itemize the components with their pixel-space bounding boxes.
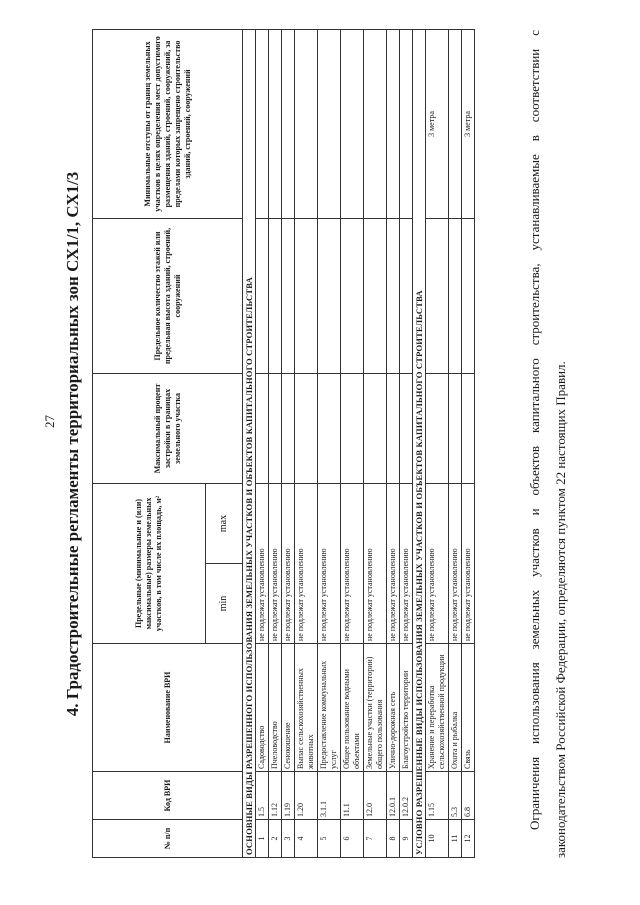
table-row: 11 5.3 Охота и рыбалка не подлежат установлению (449, 30, 462, 858)
header-floors: Предельное количество этажей или предельная высота зданий, строений, сооружений (93, 219, 243, 374)
table-row: 4 1.20 Выпас сельскохозяйственных животных не подлежат установлению (295, 30, 318, 858)
table-row: 9 12.0.2 Благоустройство территории не подлежат установлению (400, 30, 413, 858)
table-row: 2 1.12 Пчеловодство не подлежат установлению (269, 30, 282, 858)
rotated-page-content (62, 30, 614, 858)
page-title: 4. Градостроительные регламенты территориальных зон СХ1/1, СХ1/3 (63, 171, 82, 717)
header-area: Предельные (минимальные и (или) максимальные) размеры земельных участков, в том числе их площадь, м² (93, 484, 206, 644)
section-conditional-title: УСЛОВНО РАЗРЕШЕННЫЕ ВИДЫ ИСПОЛЬЗОВАНИЯ ЗЕМЕЛЬНЫХ УЧАСТКОВ И ОБЪЕКТОВ КАПИТАЛЬНОГО СТРОИТЕЛЬСТВА (413, 30, 426, 858)
header-max: max (206, 484, 243, 564)
table-row: 3 1.19 Сенокошение не подлежат установлению (282, 30, 295, 858)
header-min: min (206, 564, 243, 644)
table-row: 1 1.5 Садоводство не подлежат установлению (256, 30, 269, 858)
header-percent: Максимальный процент застройки в границах земельного участка (93, 374, 243, 484)
section-main-title: ОСНОВНЫЕ ВИДЫ РАЗРЕШЕННОГО ИСПОЛЬЗОВАНИЯ ЗЕМЕЛЬНЫХ УЧАСТКОВ И ОБЪЕКТОВ КАПИТАЛЬНОГО СТРОИТЕЛЬСТВА (243, 30, 256, 858)
table-row: 6 11.1 Общее пользование водными объектами не подлежат установлению (341, 30, 364, 858)
table-row: 12 6.8 Связь не подлежат установлению 3 метра (462, 30, 475, 858)
regulations-table (92, 29, 475, 858)
header-num: № п/п (93, 820, 243, 858)
table-row: 7 12.0 Земельные участки (территории) общего пользования не подлежат установлению (364, 30, 387, 858)
table-row: 5 3.1.1 Предоставление коммунальных услуг не подлежат установлению (318, 30, 341, 858)
table-row: 10 1.15 Хранение и переработка сельскохозяйственной продукции не подлежат установлению 3 метра (426, 30, 449, 858)
header-name: Наименование ВРИ (93, 644, 243, 772)
header-setback: Минимальные отступы от границ земельных участков в целях определения мест допустимого размещения зданий, строений, сооружений, за пределами которых запрещено строительство зданий, строений, сооружений (93, 30, 243, 219)
page-number: 27 (42, 415, 57, 428)
table-row: 8 12.0.1 Улично-дорожная сеть не подлежат установлению (387, 30, 400, 858)
footnote-text: Ограничения использования земельных участков и объектов капитального строительства, устанавливаемые в соответствии с законодательством Российской Федерации, определяются пунктом 22 настоящих Правил. (527, 30, 568, 858)
header-code: Код ВРИ (93, 772, 243, 820)
